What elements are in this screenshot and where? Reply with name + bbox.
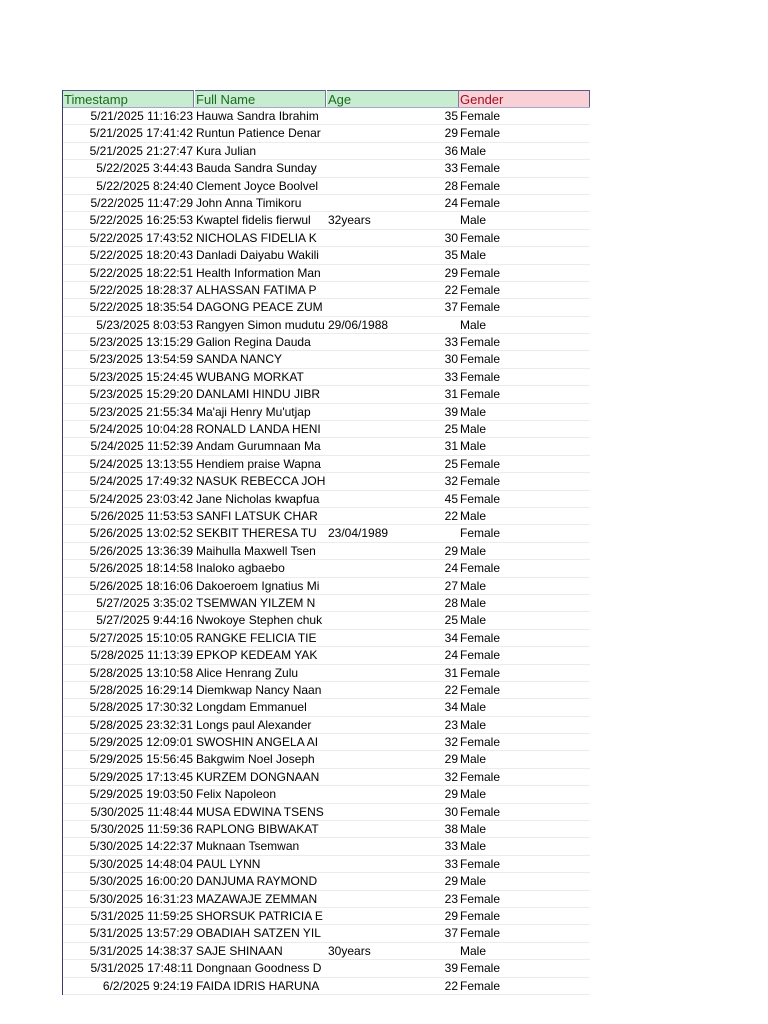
cell-gender[interactable]: Female [460, 856, 501, 871]
table-row [63, 369, 590, 386]
cell-timestamp[interactable]: 5/30/2025 14:22:37 [89, 839, 193, 854]
cell-timestamp[interactable]: 5/29/2025 19:03:50 [89, 787, 193, 802]
cell-full-name[interactable]: Nwokoye Stephen chuk [196, 613, 323, 628]
header-gender[interactable]: Gender [459, 90, 590, 107]
cell-age[interactable]: 32 [444, 735, 458, 750]
cell-age[interactable]: 22 [444, 978, 458, 993]
cell-full-name[interactable]: WUBANG MORKAT [196, 369, 304, 384]
table-row [63, 317, 590, 334]
cell-full-name[interactable]: TSEMWAN YILZEM N [196, 595, 316, 610]
header-row [63, 90, 590, 108]
cell-full-name[interactable]: Bauda Sandra Sunday [196, 161, 317, 176]
cell-timestamp[interactable]: 5/28/2025 16:29:14 [89, 682, 193, 697]
cell-gender[interactable]: Male [460, 543, 487, 558]
cell-full-name[interactable]: RANGKE FELICIA TIE [196, 630, 317, 645]
cell-gender[interactable]: Male [460, 508, 487, 523]
cell-gender[interactable]: Female [460, 961, 501, 976]
cell-age[interactable]: 32 [444, 769, 458, 784]
cell-timestamp[interactable]: 5/29/2025 15:56:45 [89, 752, 193, 767]
cell-age[interactable]: 22 [444, 282, 458, 297]
cell-age[interactable]: 38 [444, 822, 458, 837]
cell-full-name[interactable]: Health Information Man [196, 265, 321, 280]
table-row [63, 247, 590, 264]
cell-full-name[interactable]: OBADIAH SATZEN YIL [196, 926, 321, 941]
cell-full-name[interactable]: Bakgwim Noel Joseph [196, 752, 315, 767]
cell-full-name[interactable]: DANLAMI HINDU JIBR [196, 387, 321, 402]
table-row [63, 665, 590, 682]
cell-age[interactable]: 33 [444, 369, 458, 384]
cell-timestamp[interactable]: 5/22/2025 18:20:43 [89, 248, 193, 263]
cell-full-name[interactable]: EPKOP KEDEAM YAK [196, 648, 318, 663]
table-row [63, 786, 590, 803]
cell-timestamp[interactable]: 5/30/2025 16:31:23 [89, 891, 193, 906]
cell-full-name[interactable]: DAGONG PEACE ZUM [196, 300, 323, 315]
cell-gender[interactable]: Male [460, 248, 487, 263]
cell-timestamp[interactable]: 5/21/2025 17:41:42 [89, 126, 193, 141]
cell-gender[interactable]: Female [460, 178, 501, 193]
cell-full-name[interactable]: NICHOLAS FIDELIA K [196, 230, 317, 245]
table-row [63, 734, 590, 751]
cell-full-name[interactable]: Hauwa Sandra Ibrahim [196, 109, 319, 123]
cell-gender[interactable]: Male [460, 317, 487, 332]
table-row [63, 717, 590, 734]
cell-timestamp[interactable]: 5/22/2025 18:28:37 [89, 282, 193, 297]
cell-full-name[interactable]: ALHASSAN FATIMA P [196, 282, 317, 297]
table-row [63, 821, 590, 838]
table-row [63, 943, 590, 960]
cell-timestamp[interactable]: 5/24/2025 13:13:55 [89, 456, 193, 471]
table-row [63, 108, 590, 125]
cell-age[interactable]: 35 [444, 248, 458, 263]
cell-gender[interactable]: Female [460, 804, 501, 819]
cell-age[interactable]: 33 [444, 335, 458, 350]
cell-age[interactable]: 29 [444, 908, 458, 923]
cell-timestamp[interactable]: 5/23/2025 13:54:59 [89, 352, 193, 367]
table-row [63, 647, 590, 664]
table-row [63, 630, 590, 647]
cell-full-name[interactable]: NASUK REBECCA JOH [196, 474, 326, 489]
cell-gender[interactable]: Female [460, 630, 501, 645]
table-row [63, 560, 590, 577]
cell-gender[interactable]: Female [460, 387, 501, 402]
table-row [63, 682, 590, 699]
cell-age[interactable]: 29 [444, 265, 458, 280]
header-full-name[interactable]: Full Name [195, 90, 326, 107]
cell-timestamp[interactable]: 5/27/2025 9:44:16 [96, 613, 193, 628]
table-row [63, 438, 590, 455]
table-row [63, 873, 590, 890]
cell-full-name[interactable]: PAUL LYNN [196, 856, 261, 871]
table-row [63, 143, 590, 160]
cell-age[interactable]: 27 [444, 578, 458, 593]
cell-gender[interactable]: Female [460, 769, 501, 784]
cell-full-name[interactable]: Longdam Emmanuel [196, 700, 307, 715]
cell-gender[interactable]: Female [460, 908, 501, 923]
table-row [63, 751, 590, 768]
cell-timestamp[interactable]: 5/26/2025 11:53:53 [90, 508, 193, 523]
cell-full-name[interactable]: Kura Julian [196, 143, 257, 158]
cell-timestamp[interactable]: 5/28/2025 23:32:31 [89, 717, 193, 732]
table-row [63, 960, 590, 977]
cell-gender[interactable]: Female [460, 648, 501, 663]
table-row [63, 404, 590, 421]
cell-gender[interactable]: Female [460, 735, 501, 750]
cell-age[interactable]: 39 [444, 961, 458, 976]
cell-gender[interactable]: Male [460, 613, 487, 628]
cell-timestamp[interactable]: 5/21/2025 11:16:23 [90, 109, 193, 123]
table-row [63, 804, 590, 821]
cell-full-name[interactable]: Rangyen Simon mudutu [196, 317, 325, 332]
cell-full-name[interactable]: Kwaptel fidelis fierwul [196, 213, 311, 228]
cell-timestamp[interactable]: 5/22/2025 8:24:40 [96, 178, 193, 193]
cell-timestamp[interactable]: 5/30/2025 11:59:36 [90, 822, 193, 837]
table-row [63, 456, 590, 473]
cell-full-name[interactable]: RONALD LANDA HENI [196, 422, 321, 437]
cell-age[interactable]: 30 [444, 804, 458, 819]
cell-age[interactable]: 23/04/1989 [328, 526, 389, 541]
cell-gender[interactable]: Female [460, 109, 501, 123]
spreadsheet [62, 90, 590, 995]
cell-gender[interactable]: Male [460, 717, 487, 732]
cell-age[interactable]: 36 [444, 143, 458, 158]
cell-timestamp[interactable]: 5/26/2025 13:02:52 [89, 526, 193, 541]
cell-full-name[interactable]: Diemkwap Nancy Naan [196, 682, 322, 697]
cell-timestamp[interactable]: 5/28/2025 13:10:58 [89, 665, 193, 680]
cell-timestamp[interactable]: 5/26/2025 18:16:06 [89, 578, 193, 593]
cell-full-name[interactable]: Danladi Daiyabu Wakili [196, 248, 319, 263]
cell-gender[interactable]: Male [460, 700, 487, 715]
cell-age[interactable]: 24 [444, 561, 458, 576]
header-age[interactable]: Age [327, 90, 459, 107]
cell-timestamp[interactable]: 5/30/2025 16:00:20 [89, 874, 193, 889]
table-row [63, 891, 590, 908]
cell-age[interactable]: 29 [444, 126, 458, 141]
cell-full-name[interactable]: SANDA NANCY [196, 352, 283, 367]
data-rows [63, 108, 590, 995]
cell-age[interactable]: 33 [444, 839, 458, 854]
cell-gender[interactable]: Female [460, 126, 501, 141]
cell-full-name[interactable]: SANFI LATSUK CHAR [196, 508, 318, 523]
cell-age[interactable]: 35 [444, 109, 458, 123]
cell-gender[interactable]: Male [460, 839, 487, 854]
table-row [63, 769, 590, 786]
cell-full-name[interactable]: SAJE SHINAAN [196, 943, 283, 958]
cell-gender[interactable]: Male [460, 422, 487, 437]
cell-timestamp[interactable]: 5/30/2025 14:48:04 [89, 856, 193, 871]
table-row [63, 525, 590, 542]
cell-timestamp[interactable]: 5/23/2025 15:24:45 [89, 369, 193, 384]
cell-full-name[interactable]: SHORSUK PATRICIA E [196, 908, 323, 923]
cell-age[interactable]: 29/06/1988 [328, 317, 389, 332]
cell-timestamp[interactable]: 5/22/2025 11:47:29 [90, 195, 193, 210]
cell-gender[interactable]: Female [460, 161, 501, 176]
cell-timestamp[interactable]: 5/23/2025 21:55:34 [89, 404, 193, 419]
cell-gender[interactable]: Female [460, 335, 501, 350]
cell-age[interactable]: 24 [444, 195, 458, 210]
cell-gender[interactable]: Female [460, 926, 501, 941]
table-row [63, 491, 590, 508]
cell-timestamp[interactable]: 5/22/2025 18:35:54 [89, 300, 193, 315]
cell-full-name[interactable]: Dongnaan Goodness D [196, 961, 322, 976]
cell-timestamp[interactable]: 5/29/2025 12:09:01 [89, 735, 193, 750]
cell-gender[interactable]: Female [460, 526, 501, 541]
cell-age[interactable]: 29 [444, 874, 458, 889]
table-row [63, 178, 590, 195]
table-row [63, 978, 590, 995]
cell-age[interactable]: 39 [444, 404, 458, 419]
cell-age[interactable]: 22 [444, 682, 458, 697]
cell-gender[interactable]: Female [460, 456, 501, 471]
cell-gender[interactable]: Female [460, 682, 501, 697]
table-row [63, 856, 590, 873]
cell-gender[interactable]: Female [460, 491, 501, 506]
cell-gender[interactable]: Female [460, 195, 501, 210]
cell-age[interactable]: 22 [444, 508, 458, 523]
cell-timestamp[interactable]: 5/24/2025 17:49:32 [89, 474, 193, 489]
cell-age[interactable]: 31 [444, 665, 458, 680]
cell-age[interactable]: 24 [444, 648, 458, 663]
cell-timestamp[interactable]: 6/2/2025 9:24:19 [102, 978, 193, 993]
cell-gender[interactable]: Male [460, 404, 487, 419]
cell-age[interactable]: 31 [444, 387, 458, 402]
cell-gender[interactable]: Female [460, 891, 501, 906]
cell-full-name[interactable]: Jane Nicholas kwapfua [196, 491, 320, 506]
cell-age[interactable]: 32years [328, 213, 371, 228]
table-row [63, 595, 590, 612]
table-row [63, 351, 590, 368]
table-row [63, 386, 590, 403]
cell-age[interactable]: 29 [444, 752, 458, 767]
cell-full-name[interactable]: SEKBIT THERESA TU [196, 526, 317, 541]
cell-gender[interactable]: Male [460, 752, 487, 767]
table-row [63, 299, 590, 316]
table-row [63, 195, 590, 212]
cell-timestamp[interactable]: 5/24/2025 10:04:28 [89, 422, 193, 437]
cell-gender[interactable]: Female [460, 265, 501, 280]
table-row [63, 612, 590, 629]
cell-full-name[interactable]: DANJUMA RAYMOND [196, 874, 318, 889]
cell-age[interactable]: 29 [444, 787, 458, 802]
cell-full-name[interactable]: Ma'aji Henry Mu'utjap [196, 404, 311, 419]
table-row [63, 421, 590, 438]
cell-age[interactable]: 30 [444, 352, 458, 367]
cell-full-name[interactable]: FAIDA IDRIS HARUNA [196, 978, 320, 993]
cell-timestamp[interactable]: 5/26/2025 13:36:39 [89, 543, 193, 558]
cell-full-name[interactable]: KURZEM DONGNAAN [196, 769, 320, 784]
cell-gender[interactable]: Female [460, 230, 501, 245]
cell-gender[interactable]: Male [460, 787, 487, 802]
header-timestamp[interactable]: Timestamp [63, 90, 194, 107]
cell-full-name[interactable]: Dakoeroem Ignatius Mi [196, 578, 320, 593]
cell-timestamp[interactable]: 5/29/2025 17:13:45 [89, 769, 193, 784]
cell-age[interactable]: 37 [444, 926, 458, 941]
cell-age[interactable]: 25 [444, 422, 458, 437]
cell-gender[interactable]: Female [460, 369, 501, 384]
cell-timestamp[interactable]: 5/30/2025 11:48:44 [90, 804, 193, 819]
cell-gender[interactable]: Male [460, 822, 487, 837]
cell-timestamp[interactable]: 5/22/2025 17:43:52 [89, 230, 193, 245]
cell-gender[interactable]: Female [460, 665, 501, 680]
table-row [63, 543, 590, 560]
cell-timestamp[interactable]: 5/21/2025 21:27:47 [89, 143, 193, 158]
cell-full-name[interactable]: MUSA EDWINA TSENS [196, 804, 324, 819]
cell-timestamp[interactable]: 5/23/2025 13:15:29 [89, 335, 193, 350]
table-row [63, 230, 590, 247]
cell-timestamp[interactable]: 5/27/2025 15:10:05 [89, 630, 193, 645]
cell-full-name[interactable]: Andam Gurumnaan Ma [196, 439, 321, 454]
cell-age[interactable]: 28 [444, 178, 458, 193]
table-row [63, 282, 590, 299]
cell-gender[interactable]: Male [460, 874, 487, 889]
cell-full-name[interactable]: Galion Regina Dauda [196, 335, 311, 350]
cell-timestamp[interactable]: 5/28/2025 11:13:39 [90, 648, 193, 663]
cell-timestamp[interactable]: 5/22/2025 16:25:53 [89, 213, 193, 228]
cell-timestamp[interactable]: 5/22/2025 18:22:51 [89, 265, 193, 280]
table-row [63, 908, 590, 925]
cell-age[interactable]: 30years [328, 943, 371, 958]
table-row [63, 838, 590, 855]
cell-full-name[interactable]: Felix Napoleon [196, 787, 277, 802]
cell-gender[interactable]: Male [460, 213, 487, 228]
cell-full-name[interactable]: Runtun Patience Denar [196, 126, 321, 141]
cell-timestamp[interactable]: 5/23/2025 15:29:20 [89, 387, 193, 402]
cell-gender[interactable]: Male [460, 595, 487, 610]
cell-age[interactable]: 30 [444, 230, 458, 245]
cell-age[interactable]: 37 [444, 300, 458, 315]
cell-gender[interactable]: Male [460, 578, 487, 593]
cell-full-name[interactable]: SWOSHIN ANGELA AI [196, 735, 319, 750]
cell-timestamp[interactable]: 5/22/2025 3:44:43 [96, 161, 193, 176]
cell-age[interactable]: 32 [444, 474, 458, 489]
cell-age[interactable]: 33 [444, 856, 458, 871]
cell-age[interactable]: 25 [444, 613, 458, 628]
cell-gender[interactable]: Female [460, 474, 501, 489]
cell-full-name[interactable]: Clement Joyce Boolvel [196, 178, 319, 193]
cell-age[interactable]: 23 [444, 891, 458, 906]
cell-timestamp[interactable]: 5/23/2025 8:03:53 [96, 317, 193, 332]
cell-age[interactable]: 29 [444, 543, 458, 558]
table-row [63, 699, 590, 716]
table-row [63, 578, 590, 595]
cell-age[interactable]: 31 [444, 439, 458, 454]
cell-timestamp[interactable]: 5/27/2025 3:35:02 [96, 595, 193, 610]
cell-gender[interactable]: Male [460, 143, 487, 158]
cell-timestamp[interactable]: 5/24/2025 23:03:42 [89, 491, 193, 506]
cell-gender[interactable]: Male [460, 943, 487, 958]
cell-full-name[interactable]: Maihulla Maxwell Tsen [196, 543, 316, 558]
cell-age[interactable]: 45 [444, 491, 458, 506]
cell-timestamp[interactable]: 5/26/2025 18:14:58 [89, 561, 193, 576]
cell-timestamp[interactable]: 5/31/2025 11:59:25 [90, 908, 193, 923]
cell-timestamp[interactable]: 5/28/2025 17:30:32 [89, 700, 193, 715]
cell-full-name[interactable]: MAZAWAJE ZEMMAN [196, 891, 318, 906]
table-row [63, 473, 590, 490]
cell-gender[interactable]: Female [460, 352, 501, 367]
cell-timestamp[interactable]: 5/24/2025 11:52:39 [90, 439, 193, 454]
cell-full-name[interactable]: Muknaan Tsemwan [196, 839, 300, 854]
cell-full-name[interactable]: RAPLONG BIBWAKAT [196, 822, 319, 837]
cell-age[interactable]: 34 [444, 700, 458, 715]
cell-full-name[interactable]: Inaloko agbaebo [196, 561, 285, 576]
table-row [63, 212, 590, 229]
cell-gender[interactable]: Male [460, 439, 487, 454]
cell-age[interactable]: 34 [444, 630, 458, 645]
cell-gender[interactable]: Female [460, 300, 501, 315]
table-row [63, 334, 590, 351]
cell-full-name[interactable]: Alice Henrang Zulu [196, 665, 299, 680]
cell-gender[interactable]: Female [460, 978, 501, 993]
table-row [63, 925, 590, 942]
cell-age[interactable]: 23 [444, 717, 458, 732]
cell-age[interactable]: 28 [444, 595, 458, 610]
cell-timestamp[interactable]: 5/31/2025 14:38:37 [89, 943, 193, 958]
cell-age[interactable]: 25 [444, 456, 458, 471]
cell-gender[interactable]: Female [460, 282, 501, 297]
cell-timestamp[interactable]: 5/31/2025 17:48:11 [90, 961, 193, 976]
cell-gender[interactable]: Female [460, 561, 501, 576]
table-row [63, 160, 590, 177]
cell-full-name[interactable]: Hendiem praise Wapna [196, 456, 321, 471]
cell-full-name[interactable]: John Anna Timikoru [196, 195, 302, 210]
cell-full-name[interactable]: Longs paul Alexander [196, 717, 312, 732]
table-row [63, 125, 590, 142]
table-row [63, 508, 590, 525]
cell-timestamp[interactable]: 5/31/2025 13:57:29 [89, 926, 193, 941]
cell-age[interactable]: 33 [444, 161, 458, 176]
table-row [63, 265, 590, 282]
